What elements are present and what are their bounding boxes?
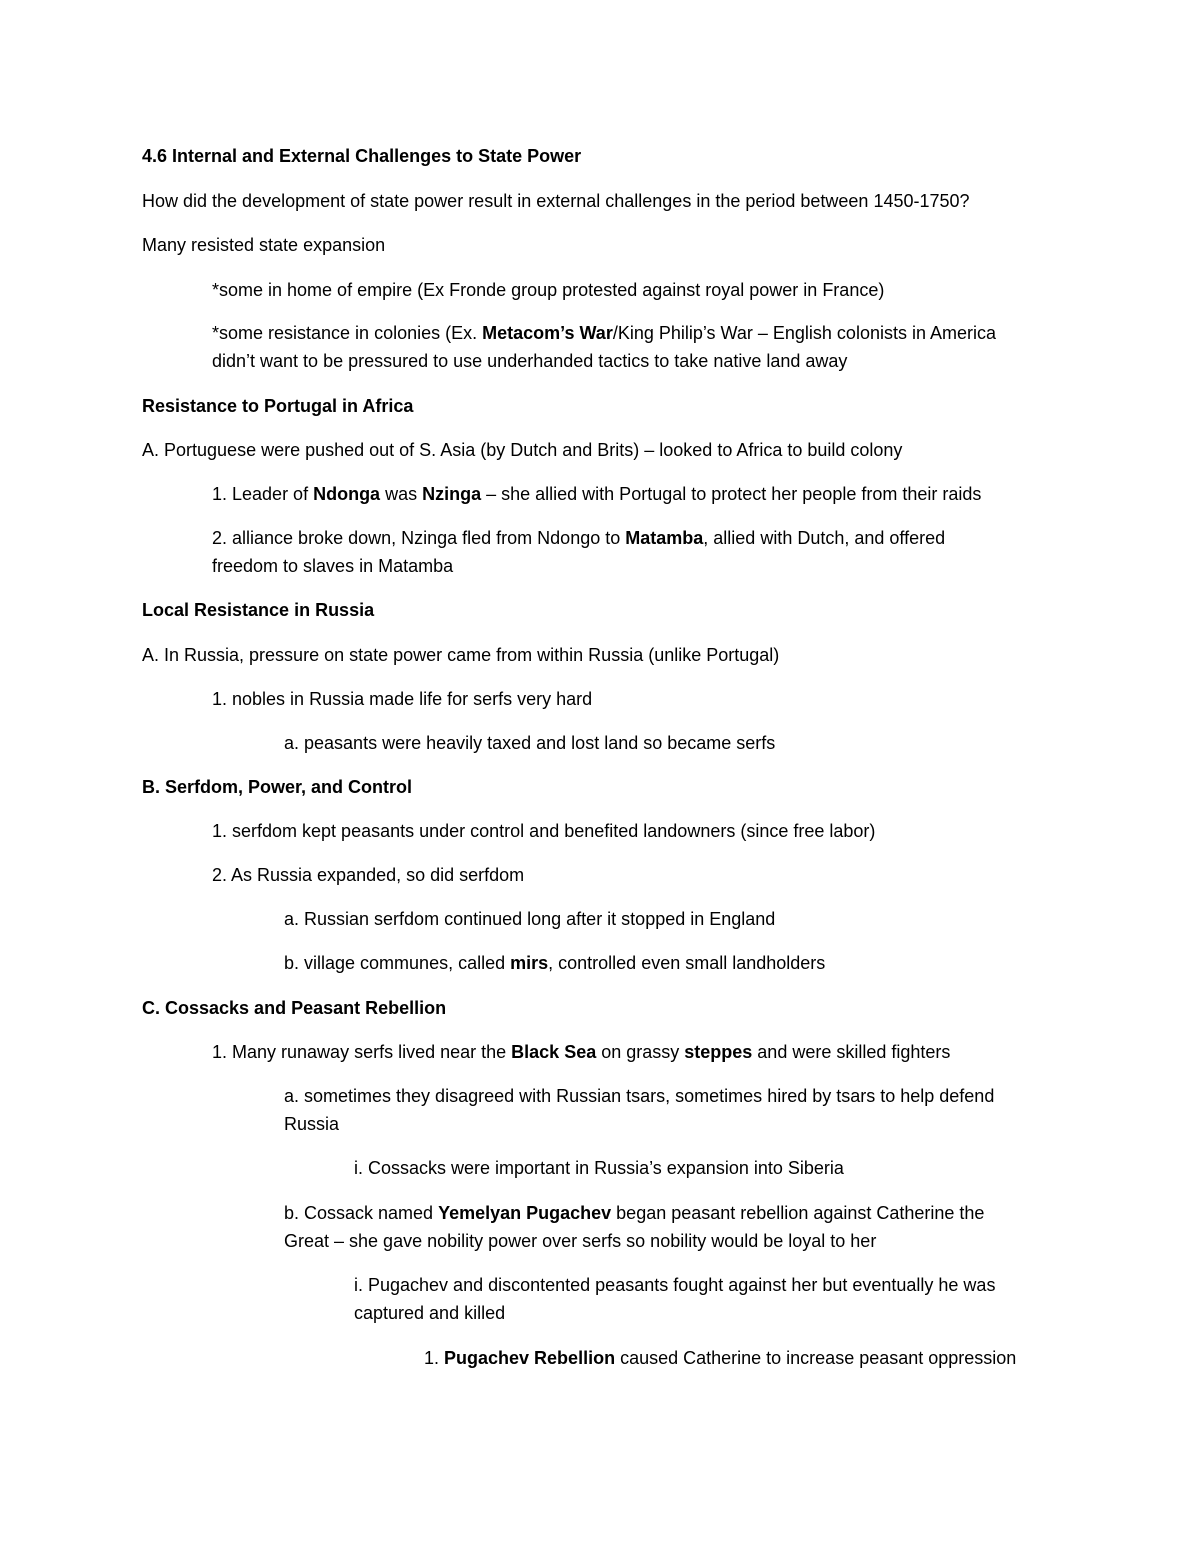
text-run: 1. Many runaway serfs lived near the xyxy=(212,1042,512,1062)
outline-item-cont: freedom to slaves in Matamba xyxy=(212,556,454,576)
bold-term: Matamba xyxy=(625,528,704,548)
bold-term: Black Sea xyxy=(511,1042,597,1062)
text-run: – she allied with Portugal to protect her people from their raids xyxy=(481,484,982,504)
page-title: 4.6 Internal and External Challenges to State Power xyxy=(142,146,582,166)
bold-term: Ndonga xyxy=(313,484,381,504)
outline-item-cont: captured and killed xyxy=(354,1303,506,1323)
outline-item: a. Russian serfdom continued long after it stopped in England xyxy=(284,909,776,929)
outline-item: 2. As Russia expanded, so did serfdom xyxy=(212,865,525,885)
guiding-question: How did the development of state power result in external challenges in the period between 1450-1750? xyxy=(142,191,970,211)
intro-item-colonies xyxy=(212,319,996,347)
outline-item: 1. nobles in Russia made life for serfs very hard xyxy=(212,689,593,709)
intro-text: Many resisted state expansion xyxy=(142,235,386,255)
text-run: on grassy xyxy=(596,1042,685,1062)
section-heading-russia: Local Resistance in Russia xyxy=(142,600,375,620)
outline-item xyxy=(424,1344,1016,1372)
section-heading-serfdom: B. Serfdom, Power, and Control xyxy=(142,777,413,797)
text-run: began peasant rebellion against Catherine the xyxy=(611,1203,985,1223)
text-run: 1. xyxy=(424,1348,445,1368)
outline-item: 1. serfdom kept peasants under control and benefited landowners (since free labor) xyxy=(212,821,876,841)
section-heading-cossacks: C. Cossacks and Peasant Rebellion xyxy=(142,998,447,1018)
bold-term: Nzinga xyxy=(422,484,482,504)
text-run: and were skilled fighters xyxy=(752,1042,951,1062)
text-run: 2. alliance broke down, Nzinga fled from Ndongo to xyxy=(212,528,626,548)
text-run: , allied with Dutch, and offered xyxy=(703,528,946,548)
bold-term: mirs xyxy=(510,953,549,973)
section-heading-portugal: Resistance to Portugal in Africa xyxy=(142,396,414,416)
text-run: b. village communes, called xyxy=(284,953,511,973)
outline-item: i. Pugachev and discontented peasants fought against her but eventually he was xyxy=(354,1275,996,1295)
outline-item xyxy=(212,524,945,552)
text-run: was xyxy=(380,484,423,504)
text-run: b. Cossack named xyxy=(284,1203,439,1223)
outline-item: i. Cossacks were important in Russia’s expansion into Siberia xyxy=(354,1158,844,1178)
bold-term: steppes xyxy=(684,1042,753,1062)
outline-item: a. peasants were heavily taxed and lost land so became serfs xyxy=(284,733,776,753)
outline-item: A. Portuguese were pushed out of S. Asia (by Dutch and Brits) – looked to Africa to build colony xyxy=(142,440,903,460)
outline-item: a. sometimes they disagreed with Russian tsars, sometimes hired by tsars to help defend xyxy=(284,1086,995,1106)
bold-term: Metacom’s War xyxy=(482,323,613,343)
text-run: /King Philip’s War – English colonists in America xyxy=(612,323,996,343)
intro-item-home: *some in home of empire (Ex Fronde group protested against royal power in France) xyxy=(212,280,885,300)
outline-item xyxy=(212,480,981,508)
outline-item-cont: Great – she gave nobility power over serfs so nobility would be loyal to her xyxy=(284,1231,877,1251)
bold-term: Yemelyan Pugachev xyxy=(438,1203,612,1223)
intro-item-colonies-cont: didn’t want to be pressured to use underhanded tactics to take native land away xyxy=(212,351,848,371)
text-run: *some resistance in colonies (Ex. xyxy=(212,323,483,343)
outline-item: A. In Russia, pressure on state power came from within Russia (unlike Portugal) xyxy=(142,645,780,665)
outline-item xyxy=(284,1199,984,1227)
text-run: 1. Leader of xyxy=(212,484,314,504)
outline-item xyxy=(212,1038,950,1066)
outline-item xyxy=(284,949,825,977)
bold-term: Pugachev Rebellion xyxy=(444,1348,616,1368)
outline-item-cont: Russia xyxy=(284,1114,340,1134)
text-run: , controlled even small landholders xyxy=(548,953,826,973)
text-run: caused Catherine to increase peasant oppression xyxy=(615,1348,1017,1368)
